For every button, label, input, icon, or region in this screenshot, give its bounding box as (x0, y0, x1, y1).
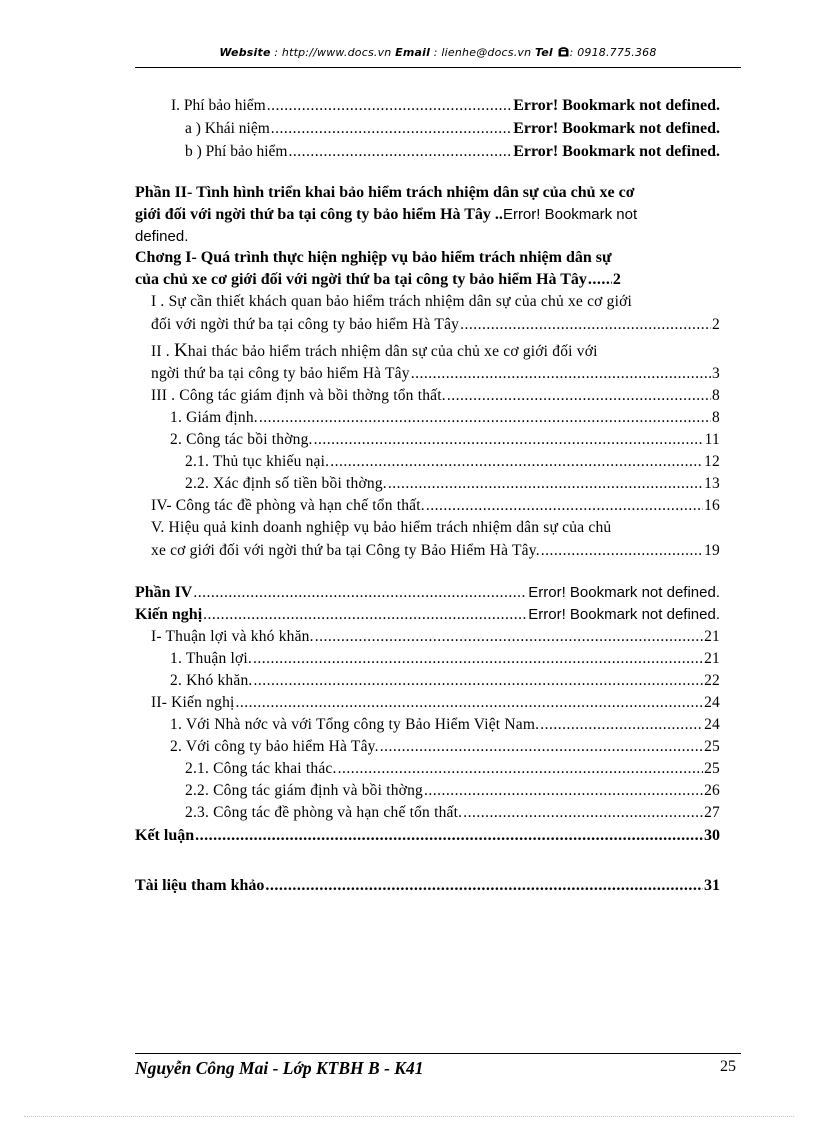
toc-entry[interactable]: II- Kiến nghị ..... 24 (151, 693, 720, 713)
toc-entry[interactable]: 1. Thuận lợi. ..... 21 (170, 649, 720, 669)
toc-entry[interactable]: 2.2. Công tác giám định và bồi thờng ..... 26 (185, 781, 720, 801)
toc-entry[interactable]: IV- Công tác đề phòng và hạn chế tổn thất. ..... 16 (151, 496, 720, 516)
footer-author: Nguyễn Công Mai - Lớp KTBH B - K41 (135, 1058, 424, 1078)
toc-entry[interactable]: ngời thứ ba tại công ty bảo hiểm Hà Tây ..... 3 (151, 364, 720, 384)
toc-heading-chapter1[interactable]: Chơng I- Quá trình thực hiện nghiệp vụ bảo hiểm trách nhiệm dân sự (135, 249, 612, 266)
email-label: Email (395, 46, 431, 59)
page-number: 25 (720, 1058, 736, 1075)
toc-entry[interactable] (171, 96, 720, 116)
toc-entry[interactable]: Phần IV ..... Error! Bookmark not defined. (135, 583, 720, 603)
toc-entry[interactable]: của chủ xe cơ giới đối với ngời thứ ba tại công ty bảo hiểm Hà Tây ..... 2 (135, 270, 720, 290)
toc-entry[interactable]: 1. Với Nhà nớc và với Tổng công ty Bảo Hiểm Việt Nam. ..... 24 (170, 715, 720, 735)
toc-entry[interactable]: 2.3. Công tác đề phòng và hạn chế tổn thất. ..... 27 (185, 803, 720, 823)
website-value[interactable]: : http://www.docs.vn (270, 46, 396, 59)
toc-entry[interactable]: III . Công tác giám định và bồi thờng tổn thất. ..... 8 (151, 386, 720, 406)
toc-section-2[interactable]: II . Khai thác bảo hiểm trách nhiệm dân sự của chủ xe cơ giới đối với (151, 340, 598, 361)
toc-heading-part2[interactable]: Phần II- Tình hình triển khai bảo hiểm trách nhiệm dân sự của chủ xe cơ (135, 184, 635, 201)
toc-entry[interactable]: Kiến nghị ..... Error! Bookmark not defined. (135, 605, 720, 625)
toc-entry[interactable]: 2.1. Công tác khai thác. ..... 25 (185, 759, 720, 779)
toc-section-1[interactable]: I . Sự cần thiết khách quan bảo hiểm trách nhiệm dân sự của chủ xe cơ giới (151, 293, 632, 310)
toc-heading-part2-cont[interactable]: giới đối với ngời thứ ba tại công ty bảo hiểm Hà Tây ..Error! Bookmark not (135, 206, 638, 223)
toc-entry[interactable]: đối với ngời thứ ba tại công ty bảo hiểm Hà Tây ..... 2 (151, 315, 720, 335)
footer-rule (135, 1053, 741, 1054)
toc-entry[interactable]: xe cơ giới đối với ngời thứ ba tại Công ty Bảo Hiểm Hà Tây. ..... 19 (151, 541, 720, 561)
toc-heading-part2-end: defined. (135, 228, 189, 245)
toc-entry[interactable]: 2. Với công ty bảo hiểm Hà Tây. ..... 25 (170, 737, 720, 757)
email-value[interactable]: : lienhe@docs.vn (430, 46, 535, 59)
toc-entry[interactable]: 1. Giám định. ..... 8 (170, 408, 720, 428)
toc-entry[interactable]: Tài liệu tham khảo ..... 31 (135, 876, 720, 896)
toc-page: Error! Bookmark not defined. (513, 120, 720, 137)
toc-entry[interactable]: 2.1. Thủ tục khiếu nại. ..... 12 (185, 452, 720, 472)
toc-entry[interactable]: 2. Khó khăn. ..... 22 (170, 671, 720, 691)
phone-icon (558, 47, 569, 57)
header-rule (135, 67, 741, 68)
toc-entry[interactable]: I- Thuận lợi và khó khăn. ..... 21 (151, 627, 720, 647)
toc-entry[interactable]: Kết luận ..... 30 (135, 826, 720, 846)
toc-label: b ) Phí bảo hiểm (185, 143, 288, 160)
website-label: Website (219, 46, 271, 59)
toc-entry[interactable]: 2.2. Xác định số tiền bồi thờng. ..... 13 (185, 474, 720, 494)
toc-entry[interactable] (185, 142, 720, 162)
toc-page: Error! Bookmark not defined. (513, 97, 720, 114)
toc-entry[interactable]: 2. Công tác bồi thờng. ..... 11 (170, 430, 720, 450)
toc-entry[interactable] (185, 119, 720, 139)
toc-label: I. Phí bảo hiểm (171, 97, 266, 114)
page-bottom-border (24, 1116, 794, 1117)
toc-label: a ) Khái niệm (185, 120, 270, 137)
tel-label: Tel (534, 46, 553, 59)
tel-value[interactable]: : 0918.775.368 (569, 46, 657, 59)
toc-page: Error! Bookmark not defined. (513, 143, 720, 160)
toc-section-5[interactable]: V. Hiệu quả kinh doanh nghiệp vụ bảo hiểm trách nhiệm dân sự của chủ (151, 519, 612, 536)
page-header (135, 46, 741, 59)
